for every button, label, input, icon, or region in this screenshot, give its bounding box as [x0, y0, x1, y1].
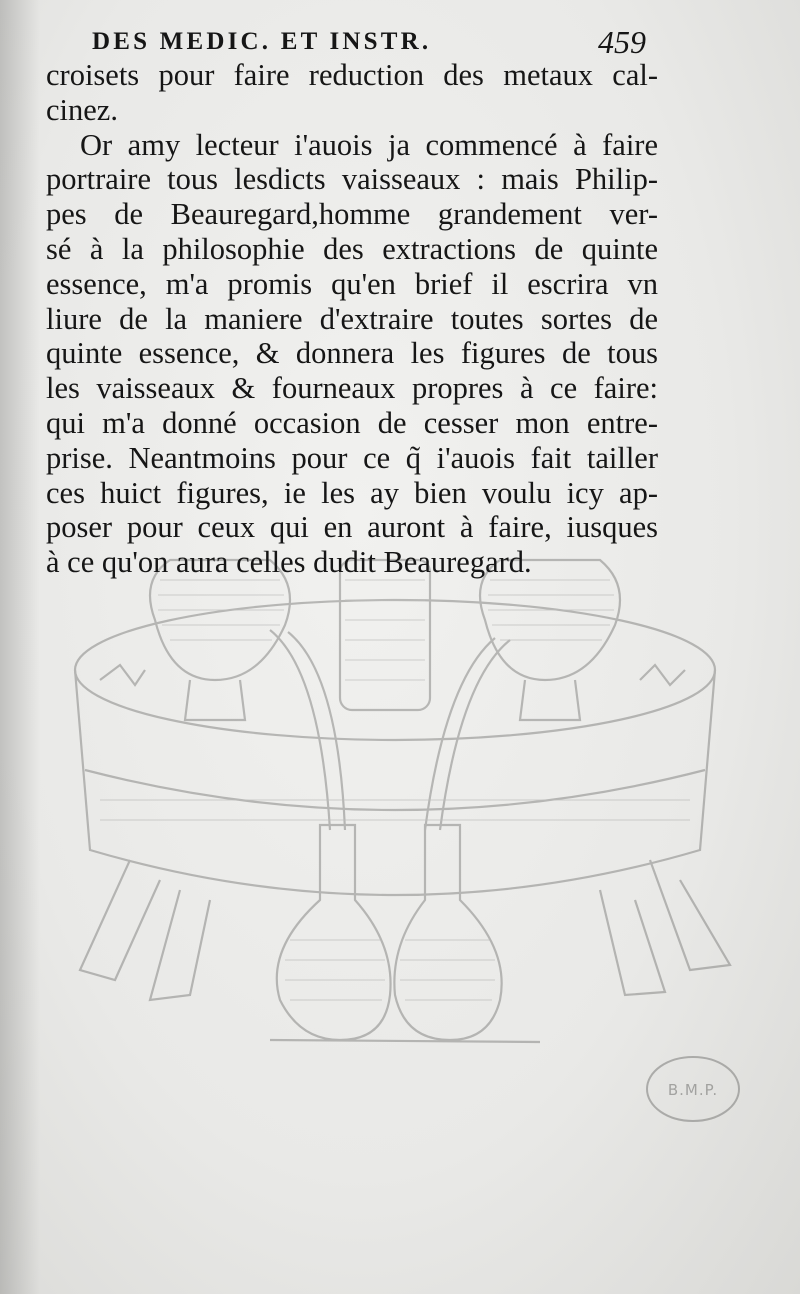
- text-line: sé à la philosophie des extractions de quinte: [46, 231, 658, 266]
- furnace-leg-left: [80, 860, 160, 980]
- text-line: quinte essence, & donnera les figures de tous: [46, 336, 658, 371]
- furnace-top-rim: [75, 600, 715, 740]
- furnace-leg-right-inner: [600, 890, 665, 995]
- page-number: 459: [598, 24, 646, 60]
- alembic-center: [340, 560, 430, 710]
- furnace-leg-left-inner: [150, 890, 210, 1000]
- alembic-left-base: [185, 680, 245, 720]
- text-line: croisets pour faire reduction des metaux cal-: [46, 58, 658, 92]
- running-title: DES MEDIC. ET INSTR.: [92, 28, 432, 55]
- text-line: poser pour ceux qui en auront à faire, iusques: [46, 510, 658, 545]
- flask-left: [277, 825, 391, 1040]
- alembic-right-base: [520, 680, 580, 720]
- tube-right: [440, 640, 510, 830]
- text-line: qui m'a donné occasion de cesser mon entre-: [46, 405, 658, 440]
- text-line: Or amy lecteur i'auois ja commencé à faire: [80, 127, 658, 162]
- library-stamp: [643, 1052, 743, 1126]
- text-line: portraire tous lesdicts vaisseaux : mais Philip-: [46, 162, 658, 197]
- furnace-body: [75, 670, 715, 895]
- flask-right: [394, 825, 501, 1040]
- furnace-leg-right: [650, 860, 730, 970]
- furnace-band: [85, 770, 705, 810]
- text-line: ces huict figures, ie les ay bien voulu icy ap-: [46, 475, 658, 510]
- text-line: pes de Beauregard,homme grandement ver-: [46, 197, 658, 232]
- text-line: à ce qu'on aura celles dudit Beauregard.: [46, 545, 532, 580]
- text-line: les vaisseaux & fourneaux propres à ce faire:: [46, 371, 658, 406]
- stamp-text: B.M.P.: [667, 1081, 719, 1099]
- text-line: cinez.: [46, 92, 118, 127]
- text-line: prise. Neantmoins pour ce q̃ i'auois fait tailler: [46, 440, 658, 475]
- text-line: essence, m'a promis qu'en brief il escrira vn: [46, 266, 658, 301]
- text-line: liure de la maniere d'extraire toutes sortes de: [46, 301, 658, 336]
- body-text: [46, 58, 658, 580]
- spine-shadow: [0, 0, 40, 1294]
